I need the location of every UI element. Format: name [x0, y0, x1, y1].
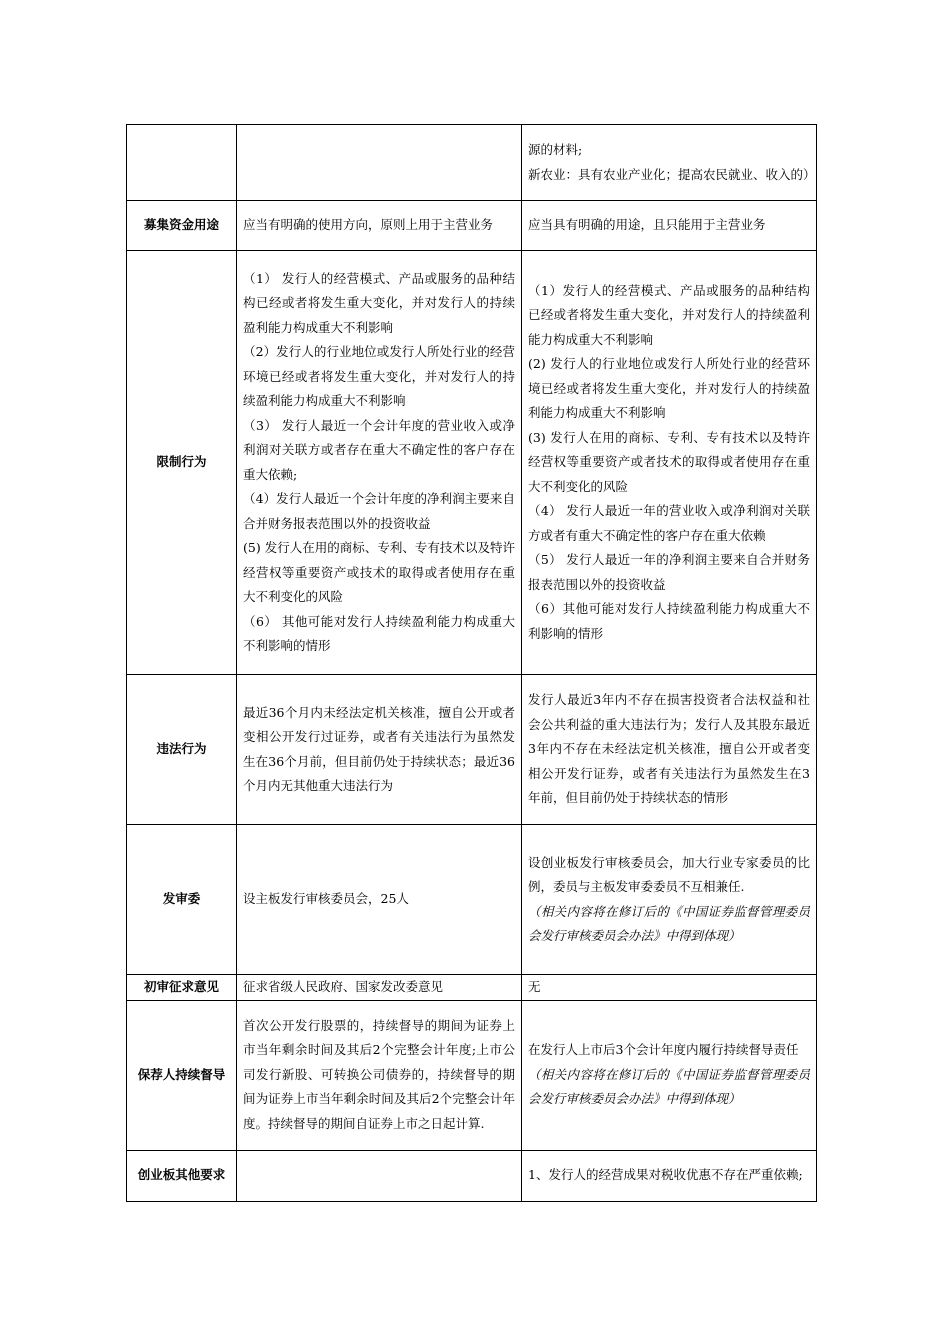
- table-row: [127, 975, 817, 1001]
- table-row: [127, 251, 817, 675]
- main-board-cell: [237, 1150, 522, 1201]
- row-label: [127, 125, 237, 201]
- main-board-cell: 应当有明确的使用方向，原则上用于主营业务: [237, 201, 522, 251]
- table-row: [127, 1000, 817, 1150]
- gem-cell: 设创业板发行审核委员会，加大行业专家委员的比例，委员与主板发审委委员不互相兼任. （相关内容将在修订后的《中国证券监督管理委员会发行审核委员会办法》中得到体现）: [522, 825, 817, 975]
- row-label: 募集资金用途: [127, 201, 237, 251]
- main-board-cell: 最近36个月内未经法定机关核准，擅自公开或者变相公开发行过证券，或者有关违法行为虽然发生在36个月前，但目前仍处于持续状态；最近36个月内无其他重大违法行为: [237, 675, 522, 825]
- row-label: 保荐人持续督导: [127, 1000, 237, 1150]
- main-board-cell: 首次公开发行股票的，持续督导的期间为证券上市当年剩余时间及其后2个完整会计年度;上市公司发行新股、可转换公司债券的，持续督导的期间为证券上市当年剩余时间及其后2个完整会计年度。持续督导的期间自证券上市之日起计算.: [237, 1000, 522, 1150]
- gem-cell: 在发行人上市后3个会计年度内履行持续督导责任 （相关内容将在修订后的《中国证券监督管理委员会发行审核委员会办法》中得到体现）: [522, 1000, 817, 1150]
- table-row: [127, 825, 817, 975]
- main-board-cell: 设主板发行审核委员会，25人: [237, 825, 522, 975]
- gem-cell: 发行人最近3年内不存在损害投资者合法权益和社会公共利益的重大违法行为；发行人及其股东最近3年内不存在未经法定机关核准，擅自公开或者变相公开发行证券，或者有关违法行为虽然发生在3年前，但目前仍处于持续状态的情形: [522, 675, 817, 825]
- gem-cell: 无: [522, 975, 817, 1001]
- note-text: （相关内容将在修订后的《中国证券监督管理委员会发行审核委员会办法》中得到体现）: [528, 903, 810, 943]
- gem-cell: （1）发行人的经营模式、产品或服务的品种结构已经或者将发生重大变化，并对发行人的持续盈利能力构成重大不利影响 (2) 发行人的行业地位或发行人所处行业的经营环境已经或者将发生重大变化，并对发行人的持续盈利能力构成重大不利影响 (3) 发行人在用的商标、专利、专有技术以及特许经营权等重要资产或者技术的取得或者使用存在重大不利变化的风险 （4） 发行人最近一年的营业收入或净利润对关联方或者有重大不确定性的客户存在重大依赖 （5） 发行人最近一年的净利润主要来自合并财务报表范围以外的投资收益 （6）其他可能对发行人持续盈利能力构成重大不利影响的情形: [522, 251, 817, 675]
- gem-cell: 源的材料; 新农业：具有农业产业化；提高农民就业、收入的）: [522, 125, 817, 201]
- main-board-cell: 征求省级人民政府、国家发改委意见: [237, 975, 522, 1001]
- row-label: 限制行为: [127, 251, 237, 675]
- table-row: [127, 125, 817, 201]
- table-row: [127, 1150, 817, 1201]
- row-label: 违法行为: [127, 675, 237, 825]
- table-row: [127, 675, 817, 825]
- main-board-cell: （1） 发行人的经营模式、产品或服务的品种结构已经或者将发生重大变化，并对发行人的持续盈利能力构成重大不利影响 （2）发行人的行业地位或发行人所处行业的经营环境已经或者将发生重大变化，并对发行人的持续盈利能力构成重大不利影响 （3） 发行人最近一个会计年度的营业收入或净利润对关联方或者存在重大不确定性的客户存在重大依赖; （4）发行人最近一个会计年度的净利润主要来自合并财务报表范围以外的投资收益 (5) 发行人在用的商标、专利、专有技术以及特许经营权等重要资产或技术的取得或者使用存在重大不利变化的风险 （6） 其他可能对发行人持续盈利能力构成重大不利影响的情形: [237, 251, 522, 675]
- row-label: 创业板其他要求: [127, 1150, 237, 1201]
- gem-cell: 应当具有明确的用途，且只能用于主营业务: [522, 201, 817, 251]
- note-text: （相关内容将在修订后的《中国证券监督管理委员会发行审核委员会办法》中得到体现）: [528, 1066, 810, 1107]
- row-label: 初审征求意见: [127, 975, 237, 1001]
- table-row: [127, 201, 817, 251]
- gem-cell: 1、发行人的经营成果对税收优惠不存在严重依赖;: [522, 1150, 817, 1201]
- row-label: 发审委: [127, 825, 237, 975]
- comparison-table: [126, 124, 817, 1202]
- main-board-cell: [237, 125, 522, 201]
